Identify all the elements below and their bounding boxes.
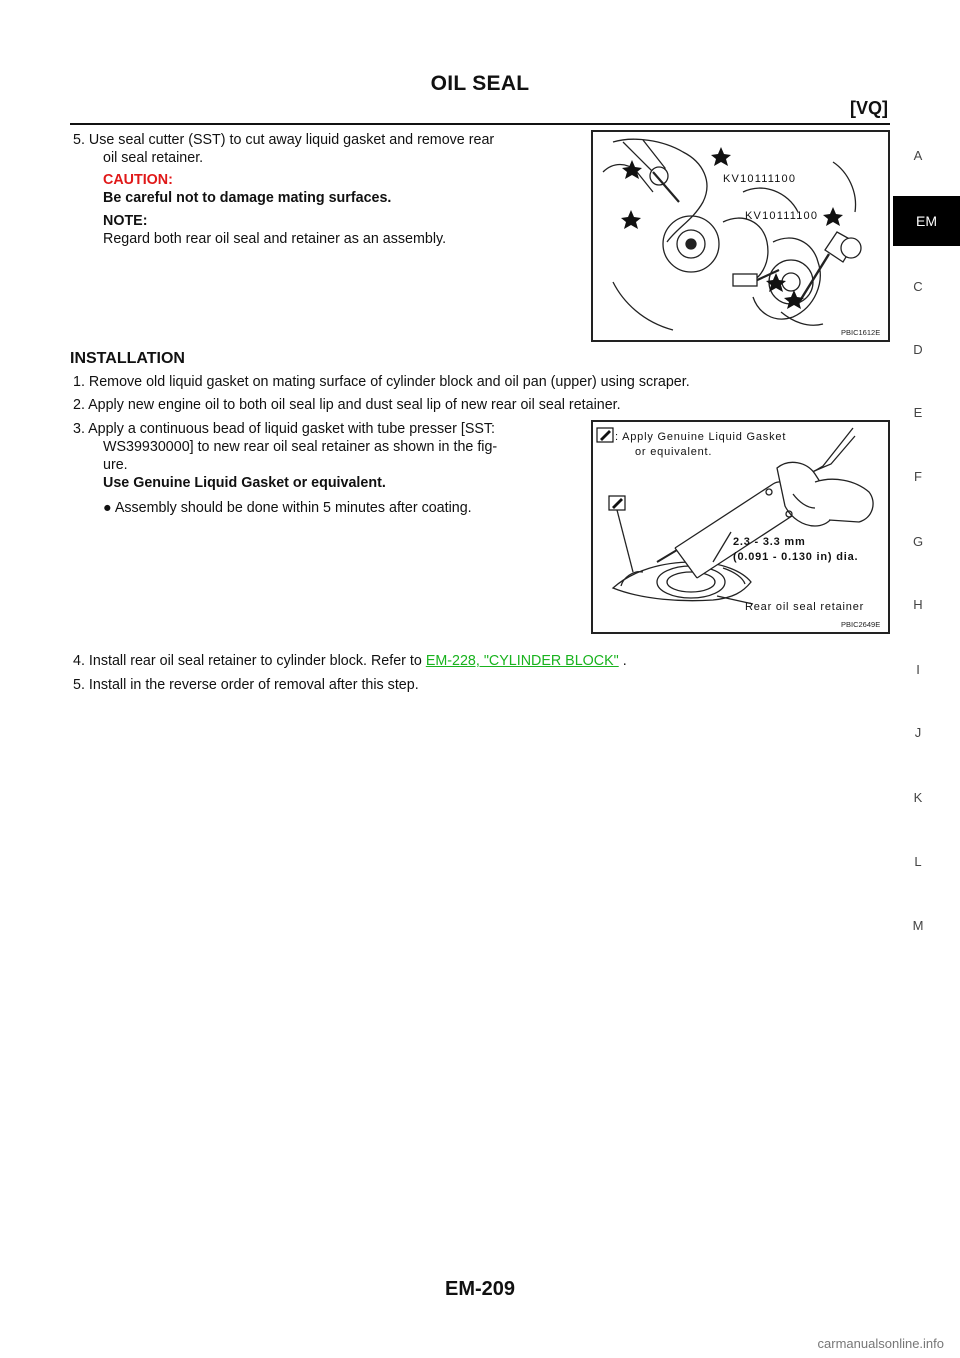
step5-line1: 5. Use seal cutter (SST) to cut away liquid gasket and remove rear: [73, 132, 495, 148]
installation-step5: 5. Install in the reverse order of removal after this step.: [73, 677, 419, 693]
installation-step2: 2. Apply new engine oil to both oil seal lip and dust seal lip of new rear oil seal retainer.: [73, 397, 621, 413]
step5-line2: oil seal retainer.: [103, 150, 204, 166]
seal-cutter-illustration: [593, 132, 888, 340]
side-index-i[interactable]: I: [916, 662, 920, 677]
caution-label: CAUTION:: [103, 172, 173, 188]
installation-step3-line2: WS39930000] to new rear oil seal retainer as shown in the fig-: [103, 439, 498, 455]
installation-step3-line3: ure.: [103, 457, 128, 473]
figure2-code: PBIC2649E: [841, 620, 881, 629]
side-index-h[interactable]: H: [913, 597, 923, 612]
figure1-label-bottom: KV10111100: [745, 210, 819, 222]
page-title: OIL SEAL: [430, 72, 530, 95]
installation-step1: 1. Remove old liquid gasket on mating surface of cylinder block and oil pan (upper) using scraper.: [73, 374, 690, 390]
caution-text: Be careful not to damage mating surfaces.: [103, 190, 392, 206]
note-label: NOTE:: [103, 213, 148, 229]
page-number: EM-209: [444, 1278, 516, 1300]
side-index-l[interactable]: L: [914, 854, 922, 869]
header-divider: [70, 123, 890, 125]
side-index-j[interactable]: J: [914, 725, 922, 740]
side-index-g[interactable]: G: [912, 534, 924, 549]
side-index-m[interactable]: M: [912, 918, 924, 933]
installation-step3-line1: 3. Apply a continuous bead of liquid gasket with tube presser [SST:: [73, 421, 496, 437]
figure1-code: PBIC1612E: [841, 328, 881, 337]
liquid-gasket-illustration: [593, 422, 888, 632]
side-index-em-active[interactable]: EM: [893, 196, 960, 246]
installation-step3-bold: Use Genuine Liquid Gasket or equivalent.: [103, 475, 386, 491]
figure2-dimension-line2: (0.091 - 0.130 in) dia.: [733, 551, 859, 563]
section-code: [VQ]: [850, 98, 888, 118]
side-index-c[interactable]: C: [913, 279, 923, 294]
figure1-label-top: KV10111100: [723, 173, 797, 185]
gasket-legend-icon: [597, 428, 613, 442]
figure2-legend-line2: or equivalent.: [635, 446, 713, 458]
figure-seal-cutter: [591, 130, 890, 342]
gasket-marker-icon: [609, 496, 625, 510]
figure2-part-label: Rear oil seal retainer: [745, 601, 865, 613]
side-index-d[interactable]: D: [913, 342, 923, 357]
side-index-k[interactable]: K: [913, 790, 923, 805]
side-index-a[interactable]: A: [913, 148, 923, 163]
note-text: Regard both rear oil seal and retainer as an assembly.: [103, 231, 447, 247]
bullet-icon: ●: [103, 500, 112, 516]
figure2-dimension-line1: 2.3 - 3.3 mm: [733, 536, 806, 548]
figure2-legend-line1: : Apply Genuine Liquid Gasket: [615, 431, 787, 443]
installation-step4: [73, 652, 627, 670]
watermark: carmanualsonline.info: [817, 1336, 944, 1351]
installation-heading: INSTALLATION: [70, 350, 185, 367]
side-index-e[interactable]: E: [913, 405, 923, 420]
bullet-text: Assembly should be done within 5 minutes after coating.: [114, 500, 472, 516]
step4-text: 4. Install rear oil seal retainer to cylinder block. Refer to: [73, 653, 426, 669]
step4-suffix: .: [618, 653, 627, 669]
installation-bullet: [103, 499, 472, 517]
cylinder-block-link[interactable]: EM-228, "CYLINDER BLOCK": [425, 653, 619, 669]
side-index-f[interactable]: F: [914, 469, 922, 484]
figure-liquid-gasket: [591, 420, 890, 634]
